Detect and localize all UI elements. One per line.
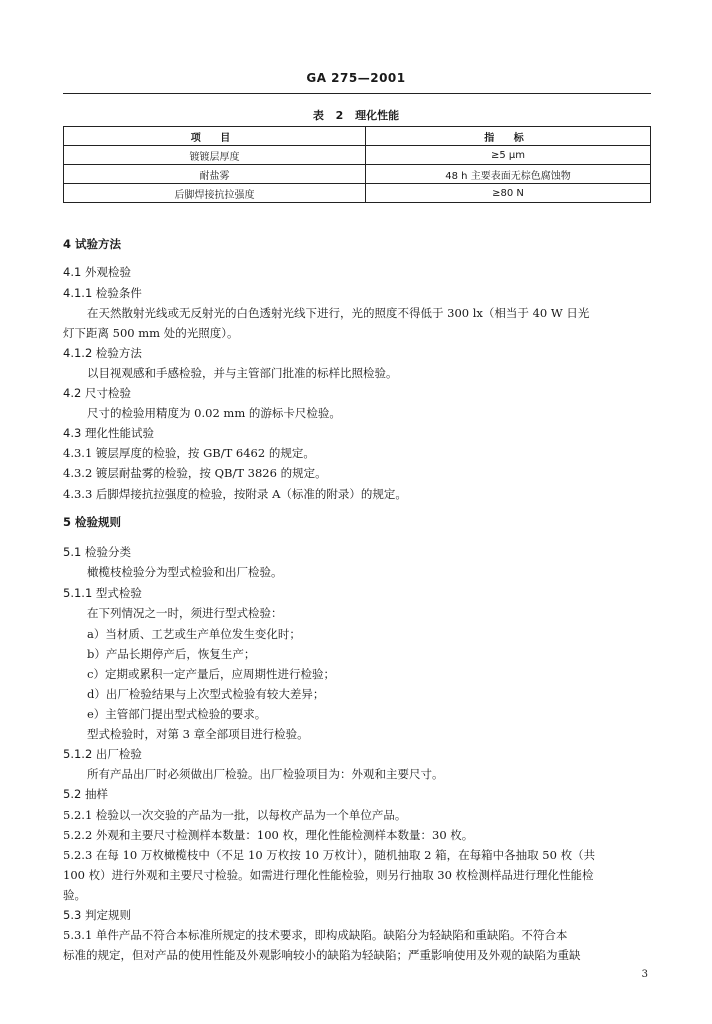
list-item: e）主管部门提出型式检验的要求。 [87,707,267,721]
header-rule [63,93,651,94]
column-header: 指 标 [366,127,651,146]
subsection-heading: 4.1 外观检验 [63,265,131,279]
table-caption: 表 2 理化性能 [312,109,400,122]
paragraph-line: 5.2.1 检验以一次交验的产品为一批，以每枚产品为一个单位产品。 [63,808,407,822]
subsection-heading: 5.1.2 出厂检验 [63,747,142,761]
subsection-heading: 4.1.2 检验方法 [63,346,142,360]
subsection-heading: 5.2 抽样 [63,787,108,801]
subsection-heading: 5.1 检验分类 [63,545,131,559]
paragraph-line: 5.3.1 单件产品不符合本标准所规定的技术要求，即构成缺陷。缺陷分为轻缺陷和重缺陷。不符合本 [63,928,568,942]
table-cell: ≥5 μm [366,146,651,165]
paragraph-line: 验。 [63,888,86,902]
list-item: c）定期或累积一定产量后，应周期性进行检验； [87,667,335,681]
table-cell: 后脚焊接抗拉强度 [64,184,366,203]
table-row [64,184,651,203]
subsection-heading: 5.3 判定规则 [63,908,131,922]
paragraph-line: 4.3.2 镀层耐盐雾的检验，按 QB/T 3826 的规定。 [63,466,327,480]
paragraph-line: 在天然散射光线或无反射光的白色透射光线下进行，光的照度不得低于 300 lx（相当于 40 W 日光 [87,306,590,320]
page-number: 3 [641,969,648,980]
section-heading: 4 试验方法 [63,237,122,251]
paragraph-line: 在下列情况之一时，须进行型式检验： [87,606,283,620]
paragraph-line: 以目视观感和手感检验，并与主管部门批准的标样比照检验。 [87,366,398,380]
document-code: GA 275—2001 [306,71,406,85]
table-cell: ≥80 N [366,184,651,203]
paragraph-line: 尺寸的检验用精度为 0.02 mm 的游标卡尺检验。 [87,406,341,420]
table-cell: 48 h 主要表面无棕色腐蚀物 [366,165,651,184]
section-heading: 5 检验规则 [63,515,122,529]
paragraph-line: 5.2.2 外观和主要尺寸检测样本数量：100 枚，理化性能检测样本数量：30 枚。 [63,828,474,842]
paragraph-line: 100 枚）进行外观和主要尺寸检验。如需进行理化性能检验，则另行抽取 30 枚检测样品进行理化性能检 [63,868,594,882]
subsection-heading: 4.2 尺寸检验 [63,386,131,400]
paragraph-line: 所有产品出厂时必须做出厂检验。出厂检验项目为：外观和主要尺寸。 [87,767,444,781]
list-item: b）产品长期停产后，恢复生产； [87,647,256,661]
subsection-heading: 4.3 理化性能试验 [63,426,154,440]
properties-table [63,126,651,203]
column-header: 项 目 [64,127,366,146]
table-row [64,146,651,165]
table-cell: 耐盐雾 [64,165,366,184]
paragraph-line: 型式检验时，对第 3 章全部项目进行检验。 [87,727,309,741]
subsection-heading: 4.1.1 检验条件 [63,286,142,300]
list-item: d）出厂检验结果与上次型式检验有较大差异； [87,687,325,701]
subsection-heading: 5.1.1 型式检验 [63,586,142,600]
paragraph-line: 4.3.3 后脚焊接抗拉强度的检验，按附录 A（标准的附录）的规定。 [63,487,407,501]
list-item: a）当材质、工艺或生产单位发生变化时； [87,627,301,641]
paragraph-line: 5.2.3 在每 10 万枚橄榄枝中（不足 10 万枚按 10 万枚计），随机抽取 2 箱，在每箱中各抽取 50 枚（共 [63,848,596,862]
table-header-row [64,127,651,146]
table-cell: 镀镀层厚度 [64,146,366,165]
table-row [64,165,651,184]
paragraph-line: 标准的规定，但对产品的使用性能及外观影响较小的缺陷为轻缺陷；严重影响使用及外观的缺陷为重缺 [63,948,581,962]
paragraph-line: 4.3.1 镀层厚度的检验，按 GB/T 6462 的规定。 [63,446,315,460]
paragraph-line: 灯下距离 500 mm 处的光照度）。 [63,326,239,340]
paragraph-line: 橄榄枝检验分为型式检验和出厂检验。 [87,565,283,579]
